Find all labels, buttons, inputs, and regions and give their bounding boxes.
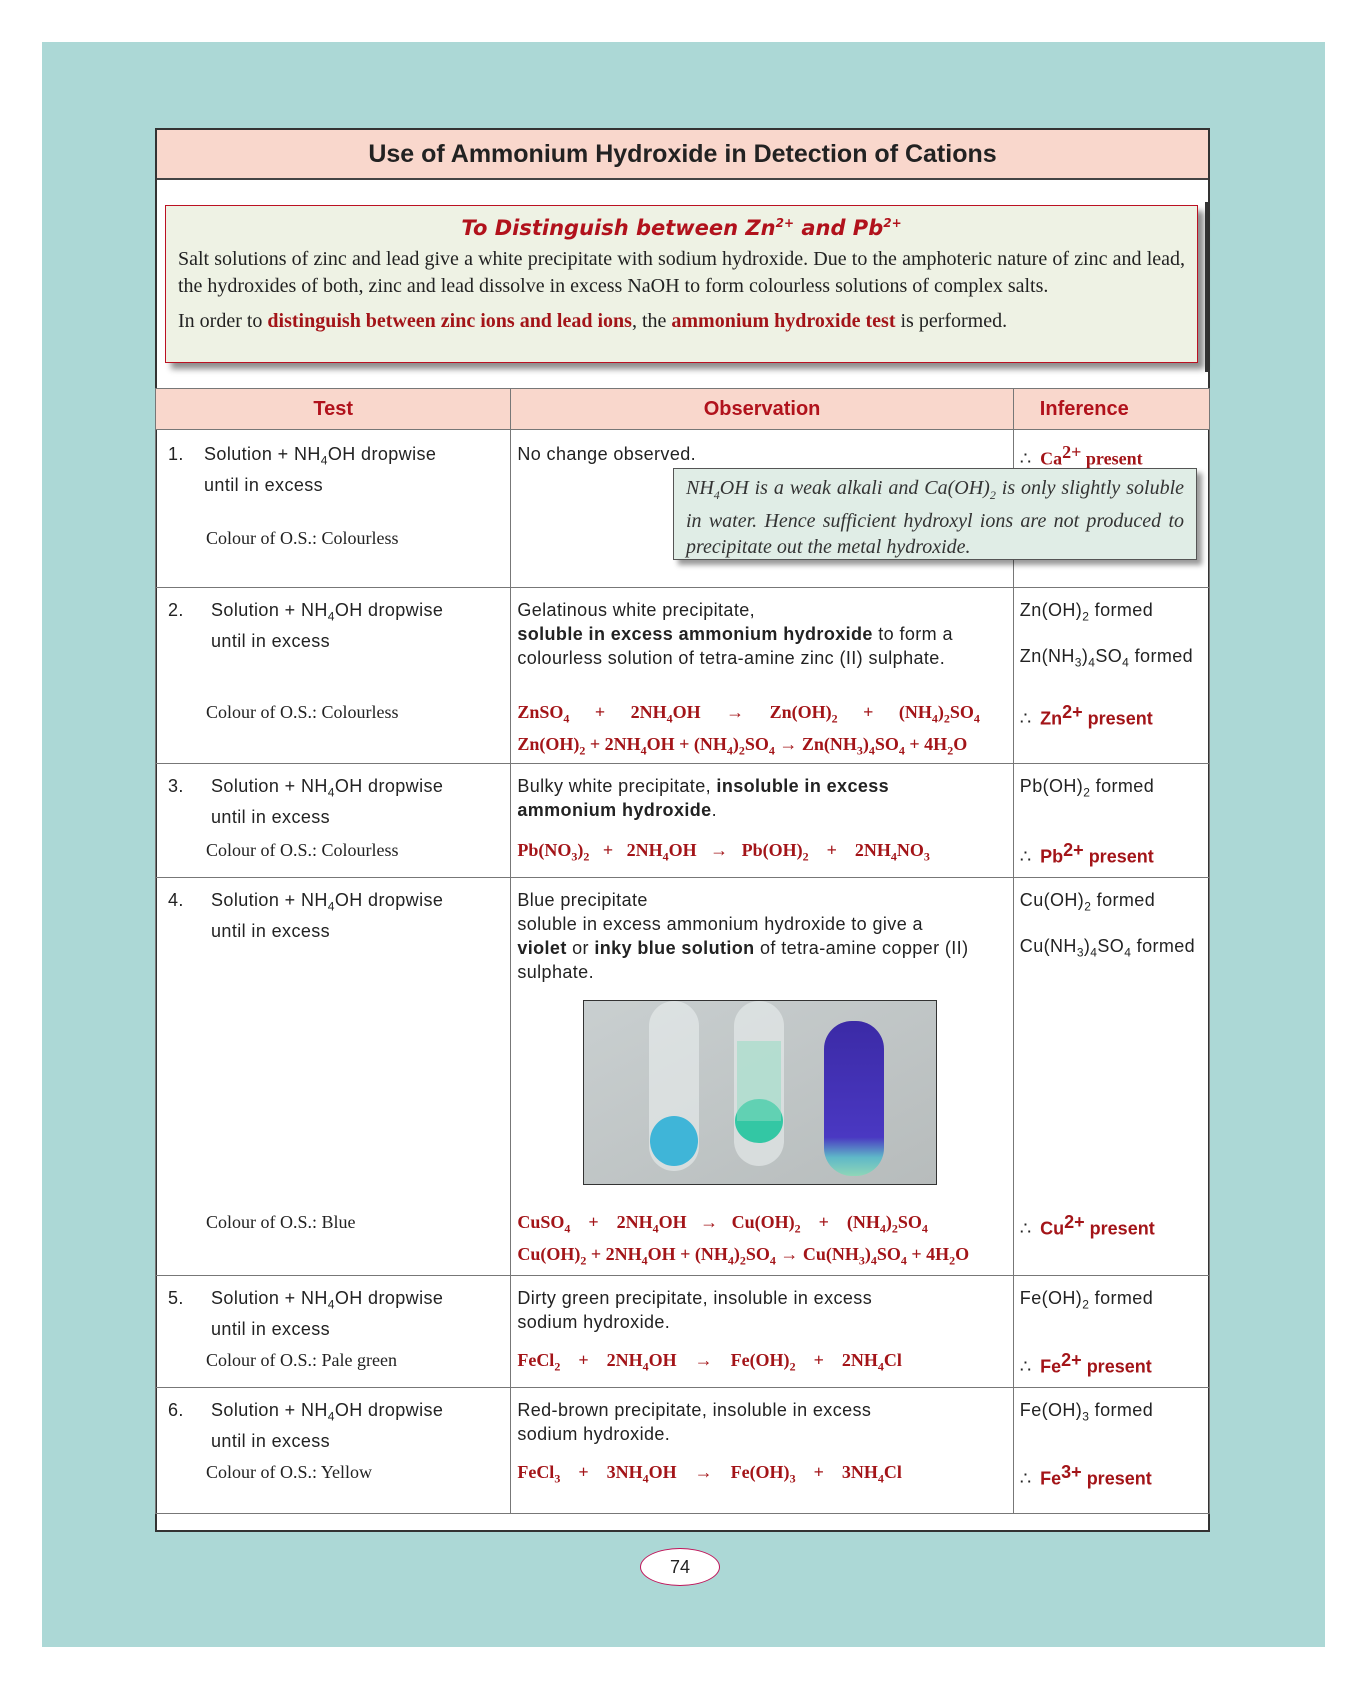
original-solution-colour: Colour of O.S.: Blue bbox=[206, 1212, 356, 1232]
inference-complex: $Cu(NH_3)_4SO_4$ formed bbox=[1019, 936, 1196, 960]
observation-text: Red-brown precipitate, insoluble in excess sodium hydroxide. bbox=[517, 1400, 872, 1444]
table-row bbox=[156, 1276, 1210, 1388]
test-tubes-image bbox=[584, 1001, 936, 1184]
test-cell bbox=[156, 1388, 511, 1514]
row-number: 5. bbox=[168, 1288, 184, 1308]
test-description: Solution + $NH_4OH$ dropwise until in excess bbox=[204, 444, 437, 495]
inference-cell bbox=[1013, 878, 1209, 1276]
original-solution-colour: Colour of O.S.: Colourless bbox=[206, 528, 399, 548]
test-cell bbox=[156, 430, 511, 588]
equation-1: $Pb(NO_3)_2 + 2NH_4OH \to Pb(OH)_2$ + $2NH_4NO_3$ bbox=[517, 840, 930, 864]
observation-text: Dirty green precipitate, insoluble in excess sodium hydroxide. bbox=[517, 1288, 873, 1332]
header-observation: Observation bbox=[511, 389, 1013, 430]
test-cell bbox=[156, 878, 511, 1276]
table-row bbox=[156, 878, 1210, 1276]
inference-cell bbox=[1013, 1276, 1209, 1388]
observation-cell bbox=[511, 764, 1013, 878]
table-row bbox=[156, 1388, 1210, 1514]
table-header-row bbox=[156, 389, 1210, 430]
equation-1: FeCl$_3$ + $3NH_4OH$ → $Fe(OH)_3$ + $3NH_4Cl$ bbox=[517, 1462, 902, 1486]
observation-cell bbox=[511, 588, 1013, 764]
observation-text: No change observed. bbox=[517, 444, 697, 464]
inference-result: ∴ $Ca^{2+}$ present bbox=[1019, 442, 1143, 469]
row-number: 6. bbox=[168, 1400, 184, 1420]
observation-cell bbox=[511, 1276, 1013, 1388]
test-cell bbox=[156, 1276, 511, 1388]
inference-cell bbox=[1013, 588, 1209, 764]
inference-result: ∴ $Fe^{2+}$ present bbox=[1019, 1350, 1152, 1377]
row-number: 1. bbox=[168, 444, 184, 464]
test-cell bbox=[156, 764, 511, 878]
test-description: Solution + $NH_4OH$ dropwise until in excess bbox=[211, 600, 444, 651]
test-tubes-photo bbox=[583, 1000, 937, 1185]
inference-formed: $Zn(OH)_2$ formed bbox=[1019, 600, 1154, 624]
test-description: Solution + $NH_4OH$ dropwise until in excess bbox=[211, 1288, 444, 1339]
observation-text: Bulky white precipitate, insoluble in excess ammonium hydroxide. bbox=[517, 776, 890, 820]
observation-text: Gelatinous white precipitate, soluble in excess ammonium hydroxide to form a colourless solution of tetra-amine zinc (II) sulphate. bbox=[517, 600, 953, 668]
inference-cell bbox=[1013, 764, 1209, 878]
original-solution-colour: Colour of O.S.: Yellow bbox=[206, 1462, 373, 1482]
info-paragraph-2: In order to distinguish between zinc ions and lead ions, the ammonium hydroxide test is performed. bbox=[178, 310, 1008, 332]
row-number: 3. bbox=[168, 776, 184, 796]
inference-formed: $Pb(OH)_2$ formed bbox=[1019, 776, 1155, 800]
inference-formed: $Fe(OH)_3$ formed bbox=[1019, 1400, 1154, 1424]
inference-result: ∴ $Pb^{2+}$ present bbox=[1019, 840, 1154, 867]
header-test: Test bbox=[156, 389, 511, 430]
row-number: 4. bbox=[168, 890, 184, 910]
row-number: 2. bbox=[168, 600, 184, 620]
inference-formed: $Fe(OH)_2$ formed bbox=[1019, 1288, 1154, 1312]
inference-formed: $Cu(OH)_2$ formed bbox=[1019, 890, 1156, 914]
test-description: Solution + $NH_4OH$ dropwise until in excess bbox=[211, 776, 444, 827]
test-description: Solution + $NH_4OH$ dropwise until in excess bbox=[211, 1400, 444, 1451]
divider bbox=[1205, 202, 1208, 372]
equation-1: CuSO$_4$ + $2NH_4OH \to Cu(OH)_2$ + $(NH_4)_2SO_4$ bbox=[517, 1212, 928, 1236]
callout-note: $NH_4OH$ is a weak alkali and $Ca(OH)_2$ is only slightly soluble in water. Hence sufficient hydroxyl ions are not produced to precipitate out the metal hydroxide. bbox=[673, 468, 1197, 560]
test-cell bbox=[156, 588, 511, 764]
table-row bbox=[156, 588, 1210, 764]
equation-1: ZnSO$_4$ + $2NH_4OH \to Zn(OH)_2 + (NH_4)_2SO_4$ bbox=[517, 702, 980, 726]
original-solution-colour: Colour of O.S.: Pale green bbox=[206, 1350, 397, 1370]
content-panel bbox=[155, 128, 1210, 1532]
page-title: Use of Ammonium Hydroxide in Detection of Cations bbox=[368, 139, 997, 168]
table-row bbox=[156, 764, 1210, 878]
original-solution-colour: Colour of O.S.: Colourless bbox=[206, 702, 399, 722]
observation-cell bbox=[511, 1388, 1013, 1514]
observation-cell bbox=[511, 878, 1013, 1276]
equation-2: $Zn(OH)_2 + 2NH_4OH + (NH_4)_2SO_4 \to Zn(NH_3)_4SO_4 + 4H_2O$ bbox=[517, 734, 968, 758]
title-bar bbox=[157, 130, 1208, 180]
inference-complex: $Zn(NH_3)_4SO_4$ formed bbox=[1019, 646, 1194, 670]
observation-text: Blue precipitate soluble in excess ammonium hydroxide to give a violet or inky blue solution of tetra-amine copper (II) sulphate. bbox=[517, 890, 969, 982]
test-description: Solution + $NH_4OH$ dropwise until in excess bbox=[211, 890, 444, 941]
equation-2: $Cu(OH)_2 + 2NH_4OH + (NH_4)_2SO_4 \to Cu(NH_3)_4SO_4 + 4H_2O$ bbox=[517, 1244, 970, 1268]
info-paragraph-1: Salt solutions of zinc and lead give a white precipitate with sodium hydroxide. Due to the amphoteric nature of zinc and lead, the hydroxides of both, zinc and lead dissolve in excess NaOH to form colourless solutions of complex salts. bbox=[178, 248, 1185, 297]
inference-result: ∴ $Zn^{2+}$ present bbox=[1019, 702, 1153, 729]
inference-cell bbox=[1013, 1388, 1209, 1514]
info-box bbox=[165, 205, 1198, 363]
page-number: 74 bbox=[640, 1548, 720, 1586]
inference-result: ∴ $Fe^{3+}$ present bbox=[1019, 1462, 1152, 1489]
inference-result: ∴ $Cu^{2+}$ present bbox=[1019, 1212, 1155, 1239]
original-solution-colour: Colour of O.S.: Colourless bbox=[206, 840, 399, 860]
equation-1: FeCl$_2$ + $2NH_4OH$ → $Fe(OH)_2$ + $2NH_4Cl$ bbox=[517, 1350, 902, 1374]
info-box-heading: To Distinguish between $Zn^{2+}$ and $Pb^{2+}$ bbox=[461, 216, 902, 240]
header-inference: Inference bbox=[1013, 389, 1209, 430]
